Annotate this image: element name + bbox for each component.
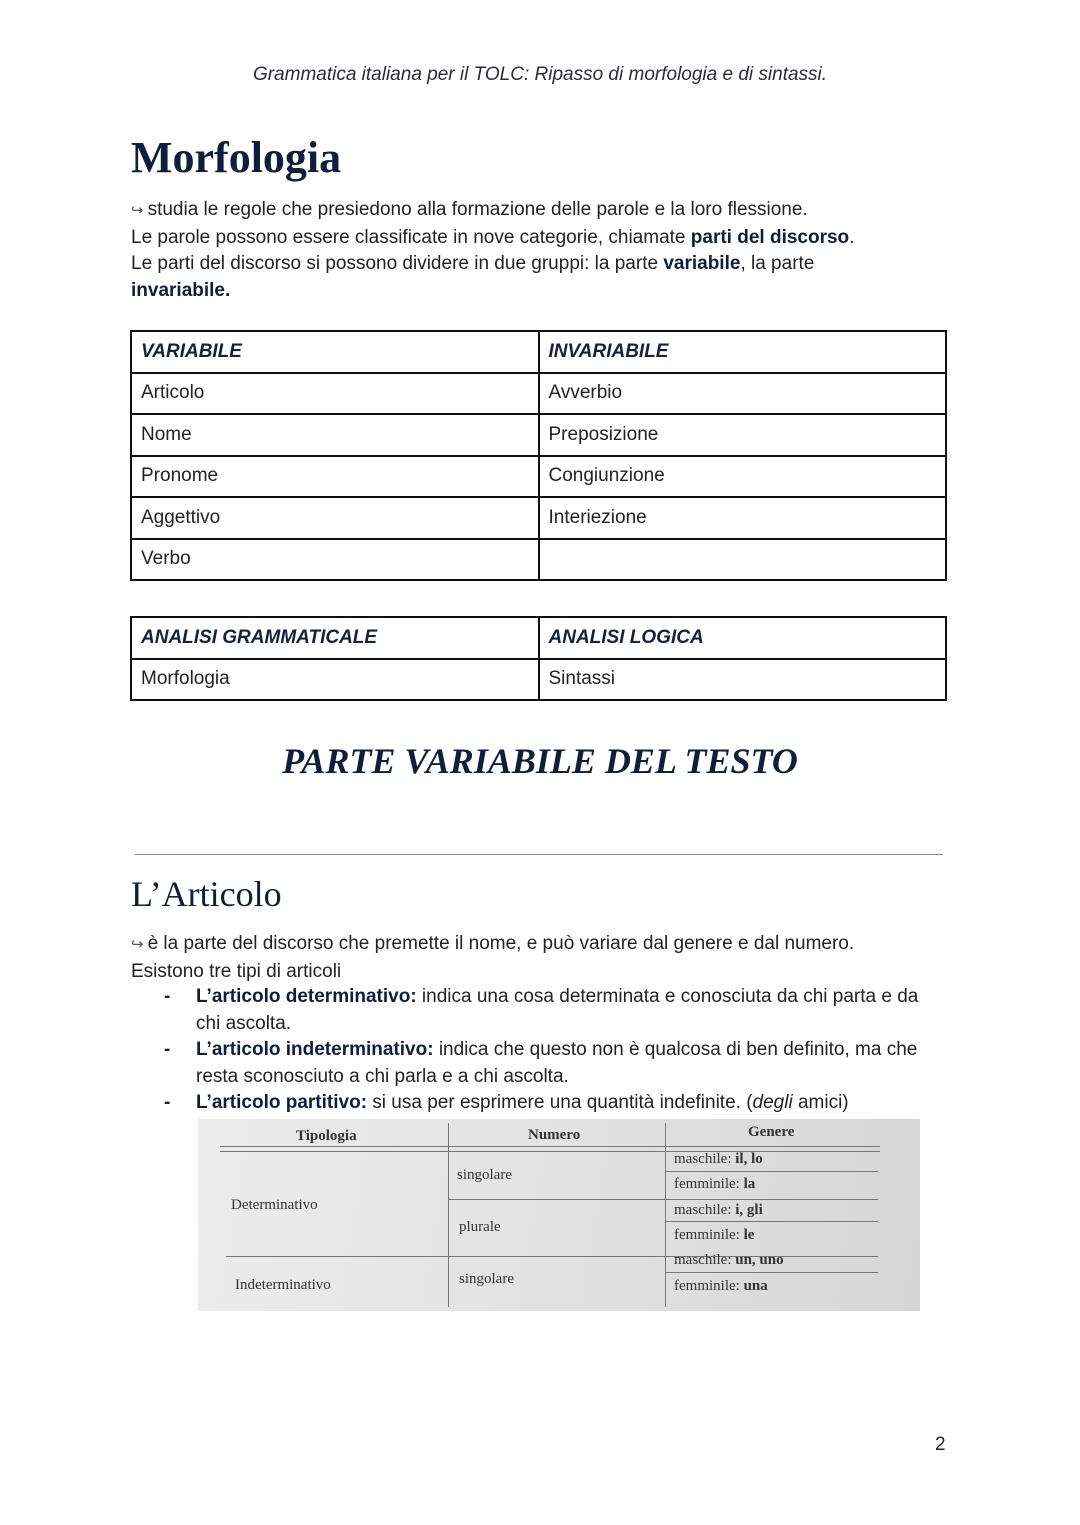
column-header: VARIABILE [131,331,539,373]
morfologia-intro [131,197,951,304]
intro-line-2: Le parole possono essere classificate in nove categorie, chiamate parti del discorso. [131,226,855,248]
table-cell: femminile: una [674,1278,768,1294]
table-cell: Aggettivo [131,497,539,539]
parts-of-speech-table [130,330,947,581]
table-cell: maschile: il, lo [674,1151,763,1167]
article-table-photo [198,1119,920,1311]
table-cell [539,539,947,581]
intro-line-3: Le parti del discorso si possono dividere in due gruppi: la parte variabile, la parte [131,253,815,274]
table-row [131,456,946,498]
column-header: Numero [528,1127,581,1143]
articolo-line-1: ↪ è la parte del discorso che premette il nome, e può variare dal genere e dal numero. [131,933,855,954]
table-cell: Pronome [131,456,539,498]
morfologia-title: Morfologia [131,133,342,182]
table-header-row [131,331,946,373]
section-title: PARTE VARIABILE DEL TESTO [282,741,798,781]
table-cell: Interiezione [539,497,947,539]
column-header: ANALISI LOGICA [539,617,947,659]
table-cell: Preposizione [539,414,947,456]
table-header-row [131,617,946,659]
table-cell: femminile: la [674,1176,756,1192]
dash-bullet-icon: - [164,1039,171,1060]
page-header: Grammatica italiana per il TOLC: Ripasso di morfologia e di sintassi. [252,64,828,85]
table-cell: Avverbio [539,373,947,415]
table-cell: Articolo [131,373,539,415]
analysis-table [130,616,947,701]
dash-bullet-icon: - [164,986,171,1007]
list-item: - L’articolo determinativo: indica una cosa determinata e conosciuta da chi parta e da chi ascolta. [164,986,919,1034]
page-number: 2 [935,1434,946,1455]
articolo-intro [131,931,951,985]
article-types-list [160,984,940,1117]
table-cell: singolare [457,1167,512,1183]
table-cell: Determinativo [231,1197,318,1213]
table-cell: maschile: un, uno [674,1252,784,1268]
dash-bullet-icon: - [164,1092,171,1113]
column-header: INVARIABILE [539,331,947,373]
table-cell: Verbo [131,539,539,581]
table-cell: Indeterminativo [235,1277,331,1293]
table-cell: Sintassi [539,659,947,701]
column-header: Genere [748,1124,795,1140]
table-cell: Nome [131,414,539,456]
arrow-right-hook-icon: ↪ [131,202,144,219]
list-item: - L’articolo partitivo: si usa per esprimere una quantità indefinite. (degli amici) [160,1090,940,1117]
list-item: - L’articolo indeterminativo: indica che questo non è qualcosa di ben definito, ma che resta sconosciuto a chi parla e a chi ascolta. [164,1039,918,1087]
table-cell: singolare [459,1271,514,1287]
column-header: ANALISI GRAMMATICALE [131,617,539,659]
articolo-line-2: Esistono tre tipi di articoli [131,960,342,982]
table-row [131,414,946,456]
table-row [131,539,946,581]
table-cell: femminile: le [674,1227,755,1243]
table-row [131,373,946,415]
table-cell: Congiunzione [539,456,947,498]
intro-line-4: invariabile. [131,279,231,301]
articolo-title: L’Articolo [131,874,282,914]
arrow-right-hook-icon: ↪ [131,936,144,953]
intro-line-1: ↪ studia le regole che presiedono alla formazione delle parole e la loro flessione. [131,199,808,220]
table-cell: plurale [459,1219,501,1235]
table-cell: maschile: i, gli [674,1202,763,1218]
table-row [131,497,946,539]
column-header: Tipologia [296,1128,357,1144]
table-cell: Morfologia [131,659,539,701]
table-row [131,659,946,701]
horizontal-divider [135,854,943,855]
